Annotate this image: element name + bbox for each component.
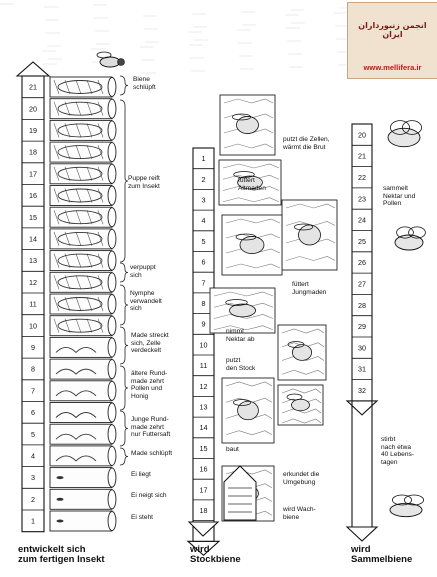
worker-bee	[238, 401, 259, 420]
stockbiene-scale-number: 5	[201, 236, 206, 246]
brood-cell-wall	[50, 337, 112, 357]
brood-cell-opening	[108, 316, 116, 335]
label-puppe-reift: Puppe reift zum Insekt	[128, 175, 160, 190]
worker-bee	[240, 236, 264, 253]
brood-cell-opening	[108, 338, 116, 357]
sammelbiene-scale-number: 27	[358, 279, 366, 289]
stockbiene-scale-number: 12	[199, 381, 208, 391]
sammelbiene-scale-number: 23	[358, 194, 366, 204]
development-scale-number: 4	[31, 451, 35, 461]
development-scale-number: 10	[29, 321, 37, 331]
brood-cell-opening	[108, 143, 116, 162]
worker-bee	[292, 399, 310, 410]
sammelbiene-scale-number: 30	[358, 343, 366, 353]
brood-cell	[50, 337, 116, 357]
brood-cell	[50, 489, 116, 509]
label-erkundet: erkundet die Umgebung	[283, 471, 320, 486]
sammelbiene-scale-number: 31	[358, 364, 366, 374]
stockbiene-scale-number: 4	[201, 216, 206, 226]
brood-cell	[50, 446, 116, 466]
stage-bracket	[120, 448, 128, 465]
sammelbiene-scale-number: 20	[358, 130, 366, 140]
brood-cell-wall	[50, 359, 112, 379]
stockbiene-scale-number: 7	[201, 278, 206, 288]
sammelbiene-scale-number: 29	[358, 322, 366, 332]
brood-cell	[50, 316, 116, 336]
stockbiene-scale-number: 2	[201, 174, 206, 184]
label-putzt-stock: putzt den Stock	[226, 357, 256, 372]
worker-illustration	[282, 200, 337, 270]
brood-cell	[50, 359, 116, 379]
brood-cell-wall	[50, 424, 112, 444]
sammelbiene-scale-number: 32	[358, 385, 366, 395]
forager-bee	[390, 503, 422, 516]
sammelbiene-scale-number: 21	[358, 151, 366, 161]
brood-cell-opening	[108, 251, 116, 270]
logo-url: www.mellifera.ir	[363, 63, 422, 72]
stockbiene-scale-number: 8	[201, 298, 206, 308]
stage-bracket	[120, 76, 128, 95]
stage-bracket	[120, 100, 128, 262]
mellifera-logo	[347, 2, 437, 79]
stockbiene-scale-number: 15	[199, 443, 208, 453]
label-aeltere-made: ältere Rund- made zehrt Pollen und Honig	[131, 370, 168, 400]
worker-illustration	[278, 325, 326, 380]
development-scale-number: 12	[29, 277, 37, 287]
sammelbiene-scale-number: 24	[358, 215, 366, 225]
stockbiene-scale-number: 18	[199, 505, 208, 515]
brood-cell-opening	[108, 512, 116, 531]
forager-illustration	[390, 495, 424, 517]
brood-cell-opening	[108, 381, 116, 400]
worker-bee	[230, 304, 256, 317]
development-scale-number: 9	[31, 342, 35, 352]
sammelbiene-scale-number: 22	[358, 172, 366, 182]
stockbiene-scale-number: 16	[199, 464, 208, 474]
brood-cell-wall	[50, 403, 112, 423]
brood-cell-opening	[108, 99, 116, 118]
caption-sammelbiene: wird Sammelbiene	[351, 544, 413, 565]
brood-cell-opening	[108, 78, 116, 97]
bee-head	[118, 59, 125, 66]
stockbiene-scale-number: 17	[199, 485, 208, 495]
brood-cell-opening	[108, 425, 116, 444]
label-baut: baut	[226, 446, 239, 453]
development-scale-number: 11	[29, 299, 37, 309]
development-scale-number: 5	[31, 429, 35, 439]
development-scale-number: 21	[29, 82, 37, 92]
forager-bee-wing	[404, 495, 423, 505]
brood-cell-wall	[50, 381, 112, 401]
label-nymphe: Nymphe verwandelt sich	[130, 290, 162, 313]
label-stirbt: stirbt nach etwa 40 Lebens- tagen	[381, 436, 414, 466]
worker-illustration	[278, 385, 323, 425]
label-ei-neigt: Ei neigt sich	[131, 492, 167, 499]
brood-cell	[50, 142, 116, 162]
brood-cell-opening	[108, 164, 116, 183]
development-scale-number: 17	[29, 169, 37, 179]
forager-illustration	[388, 121, 422, 147]
brood-cell-opening	[108, 295, 116, 314]
label-biene-schluepft: Biene schlüpft	[133, 76, 156, 91]
egg-shape	[57, 476, 64, 479]
label-putzt-zellen: putzt die Zellen, wärmt die Brut	[283, 136, 330, 151]
stockbiene-scale-number: 14	[199, 423, 208, 433]
label-made-streckt: Made streckt sich, Zelle verdeckelt	[131, 332, 169, 355]
development-scale-number: 13	[29, 256, 37, 266]
stockbiene-scale-number: 13	[199, 402, 208, 412]
sammelbiene-scale-number: 25	[358, 236, 366, 246]
worker-illustration	[222, 378, 274, 443]
development-scale-number: 19	[29, 125, 37, 135]
brood-cell	[50, 229, 116, 249]
caption-development: entwickelt sich zum fertigen Insekt	[18, 544, 105, 565]
development-scale-number: 14	[29, 234, 37, 244]
brood-cell-opening	[108, 121, 116, 140]
stage-bracket	[120, 366, 128, 410]
brood-cell-opening	[108, 468, 116, 487]
brood-cell	[50, 120, 116, 140]
brood-cell-opening	[108, 208, 116, 227]
brood-cell-opening	[108, 446, 116, 465]
stage-bracket	[120, 411, 128, 446]
development-scale-number: 2	[31, 494, 35, 504]
label-wird-wachbiene: wird Wach- biene	[283, 506, 316, 521]
stockbiene-scale-number: 9	[201, 319, 206, 329]
development-scale-number: 7	[31, 386, 35, 396]
brood-cell-opening	[108, 490, 116, 509]
brood-cell	[50, 381, 116, 401]
label-nimmt-nektar: nimmt Nektar ab	[226, 328, 255, 343]
egg-shape	[57, 520, 64, 523]
stockbiene-scale-number: 10	[199, 340, 208, 350]
brood-cell	[50, 424, 116, 444]
brood-cell-opening	[108, 360, 116, 379]
brood-cell	[50, 186, 116, 206]
brood-cell	[50, 511, 116, 531]
logo-title: انجمن زنبورداران ایران	[358, 21, 427, 39]
stockbiene-scale-number: 3	[201, 195, 206, 205]
sammelbiene-scale-number: 28	[358, 300, 366, 310]
brood-cell	[50, 164, 116, 184]
development-scale-number: 1	[31, 516, 35, 526]
brood-cell	[50, 77, 116, 97]
stage-bracket	[120, 285, 128, 325]
label-fuettert-altmaden: füttert Altmaden	[238, 177, 266, 192]
emerging-bee	[97, 52, 125, 67]
worker-illustration	[222, 215, 282, 275]
development-scale-number: 16	[29, 191, 37, 201]
brood-cell-opening	[108, 273, 116, 292]
label-junge-made: Junge Rund- made zehrt nur Futtersaft	[131, 416, 171, 439]
brood-cell	[50, 294, 116, 314]
stockbiene-scale-number: 11	[199, 361, 208, 371]
label-verpuppt: verpuppt sich	[130, 264, 156, 279]
forager-illustration	[395, 227, 425, 250]
stockbiene-scale-number: 6	[201, 257, 206, 267]
brood-cell-opening	[108, 403, 116, 422]
sammelbiene-scale-number: 26	[358, 258, 366, 268]
brood-cell	[50, 99, 116, 119]
development-scale-number: 3	[31, 473, 35, 483]
brood-cell-opening	[108, 229, 116, 248]
development-scale-number: 18	[29, 147, 37, 157]
development-scale-number: 6	[31, 408, 35, 418]
label-ei-steht: Ei steht	[131, 514, 153, 521]
label-fuettert-jungmaden: füttert Jungmaden	[292, 281, 327, 296]
caption-stockbiene: wird Stockbiene	[190, 544, 241, 565]
brood-cell-opening	[108, 186, 116, 205]
stage-bracket	[120, 327, 128, 364]
label-ei-liegt: Ei liegt	[131, 471, 151, 478]
development-scale-number: 15	[29, 212, 37, 222]
brood-cell	[50, 468, 116, 488]
worker-bee	[299, 225, 321, 245]
brood-cell-wall	[50, 446, 112, 466]
brood-cell	[50, 403, 116, 423]
brood-cell	[50, 207, 116, 227]
worker-illustration	[210, 288, 275, 333]
sammelbiene-scale-arrowhead	[347, 527, 377, 541]
worker-illustration	[220, 95, 275, 155]
stockbiene-scale-number: 1	[201, 154, 206, 164]
label-made-schluepft: Made schlüpft	[131, 450, 173, 457]
brood-cell	[50, 272, 116, 292]
egg-shape	[57, 498, 64, 501]
development-scale-number: 8	[31, 364, 35, 374]
bee-body	[100, 57, 120, 67]
development-scale-number: 20	[29, 104, 37, 114]
label-sammelt: sammelt Nektar und Pollen	[383, 185, 416, 208]
stage-bracket	[120, 263, 128, 282]
brood-cell	[50, 251, 116, 271]
